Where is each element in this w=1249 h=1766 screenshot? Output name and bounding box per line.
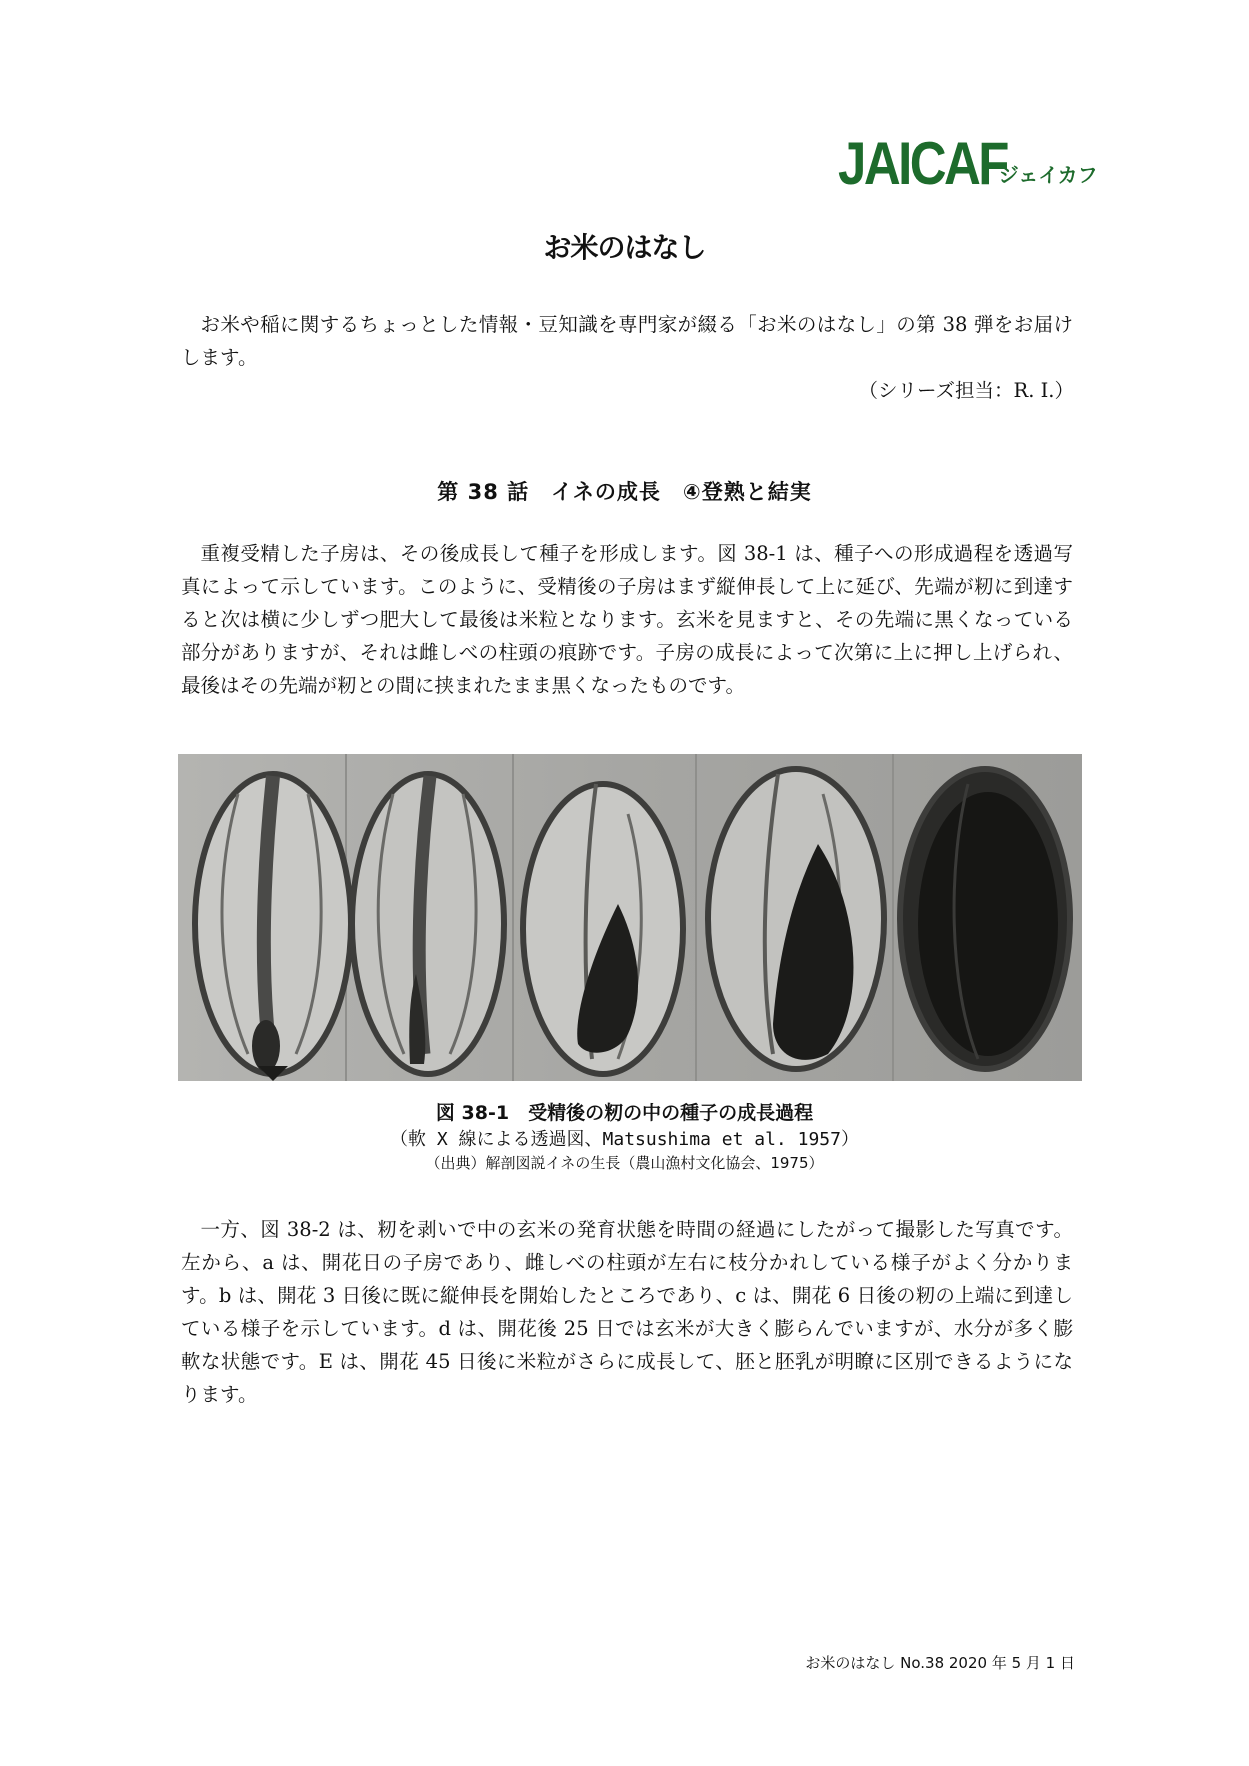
jaicaf-logo [838,130,1098,197]
xray-image [178,754,1082,1081]
grain-stage-5 [900,769,1070,1069]
figure-caption-source: （軟 X 線による透過図、Matsushima et al. 1957） [390,1129,859,1150]
page-footer: お米のはなし No.38 2020 年 5 月 1 日 [805,1654,1075,1672]
grain-stage-3 [523,784,683,1074]
grain-stage-4 [708,769,884,1069]
intro-paragraph: お米や稲に関するちょっとした情報・豆知識を専門家が綴る「お米のはなし」の第 38 弾をお届けします。 [181,313,1073,369]
logo-main-text: JAICAF [838,130,1007,197]
grain-stage-1 [195,774,351,1081]
series-title: お米のはなし [543,231,706,264]
logo-sub-text: ジェイカフ [998,163,1098,187]
seed-growth-xray-figure [178,754,1082,1081]
figure-caption-title: 図 38-1 受精後の籾の中の種子の成長過程 [435,1102,814,1124]
series-credit: （シリーズ担当：R. I.） [858,379,1074,402]
chapter-title: 第 38 話 イネの成長 ④登熟と結実 [437,480,812,504]
figure-caption-reference: （出典）解剖図説イネの生長（農山漁村文化協会、1975） [425,1154,824,1172]
body-paragraph-1: 重複受精した子房は、その後成長して種子を形成します。図 38-1 は、種子への形成過程を透過写真によって示しています。このように、受精後の子房はまず縦伸長して上に延び、先端が籾に到達すると次は横に少しずつ肥大して最後は米粒となります。玄米を見ますと、その先端に黒くなっている部分がありますが、それは雌しべの柱頭の痕跡です。子房の成長によって次第に上に押し上げられ、最後はその先端が籾との間に挟まれたまま黒くなったものです。 [181,542,1073,697]
grain-stage-2 [352,774,504,1074]
body-paragraph-2: 一方、図 38-2 は、籾を剥いで中の玄米の発育状態を時間の経過にしたがって撮影した写真です。左から、a は、開花日の子房であり、雌しべの柱頭が左右に枝分かれしている様子がよく分かります。b は、開花 3 日後に既に縦伸長を開始したところであり、c は、開花 6 日後の籾の上端に到達している様子を示しています。d は、開花後 25 日では玄米が大きく膨らんでいますが、水分が多く膨軟な状態です。E は、開花 45 日後に米粒がさらに成長して、胚と胚乳が明瞭に区別できるようになります。 [181,1218,1073,1406]
